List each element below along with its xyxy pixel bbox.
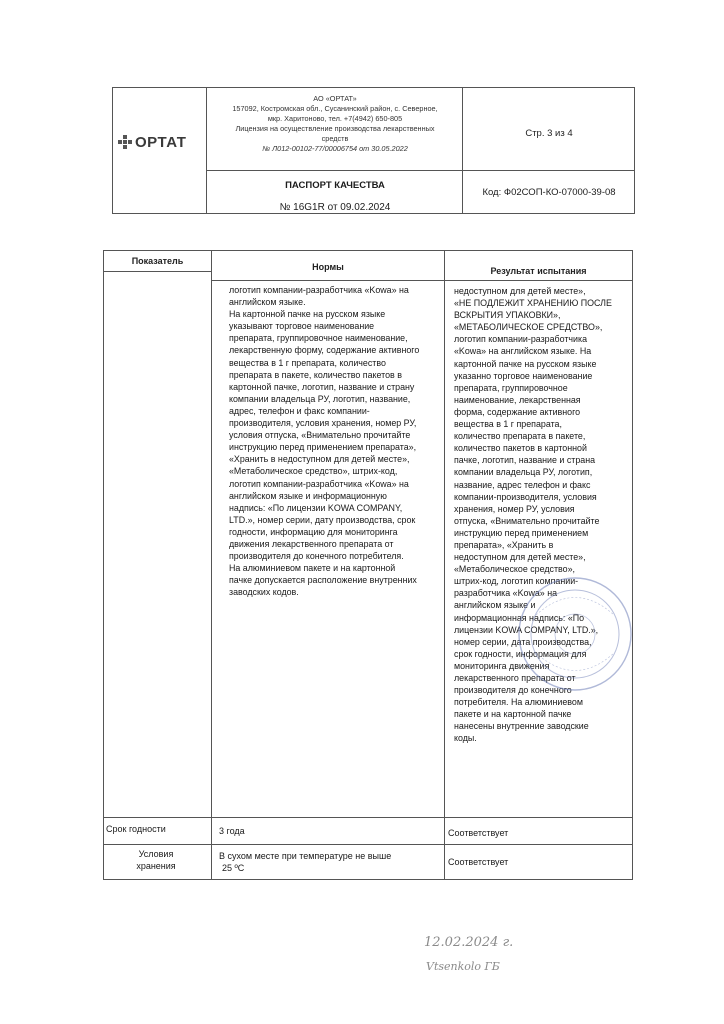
table-border — [103, 844, 633, 845]
column-header-result: Результат испытания — [490, 266, 587, 276]
company-logo — [118, 132, 204, 152]
shelf-life-norm: 3 года — [219, 826, 245, 836]
storage-label — [106, 848, 206, 872]
norms-text: логотип компании-разработчика «Kowa» на английском языке. На картонной пачке на русском языке указывают торговое наименование препарата, группировочное наименование, лекарственную форму, содержание активного вещества в 1 г препарата, количество препарата в пакете, количество пакетов в картонной пачке, логотип, название и страну компании владельца РУ, логотип, название, адрес, телефон и факс компании- производителя, условия хранения, номер РУ, условия отпуска, «Внимательно прочитайте инструкцию перед применением препарата», «Хранить в недоступном для детей месте», «Метаболическое средство», штрих-код, логотип компании-разработчика «Kowa» на английском языке и информационную надпись: «По лицензии KOWA COMPANY, LTD.», номер серии, дату производства, срок годности, информацию для мониторинга движения лекарственного препарата от производителя до конечного потребителя. На алюминиевом пакете и на картонной пачке допускается расположение внутренних заводских кодов. — [229, 285, 420, 598]
storage-norm — [219, 850, 391, 874]
handwritten-date: 12.02.2024 г. — [424, 935, 514, 950]
company-info — [209, 94, 461, 154]
ortat-logo-icon — [118, 135, 132, 149]
company-line: средств — [321, 134, 349, 143]
storage-label-line: хранения — [136, 861, 176, 871]
storage-result: Соответствует — [448, 857, 509, 867]
table-border — [211, 250, 212, 879]
table-border — [103, 879, 633, 880]
company-line: АО «ОРТАТ» — [313, 94, 357, 103]
table-border — [444, 250, 445, 879]
company-line: Лицензия на осуществление производства лекарственных — [235, 124, 435, 133]
result-text: недоступном для детей месте», «НЕ ПОДЛЕЖИТ ХРАНЕНИЮ ПОСЛЕ ВСКРЫТИЯ УПАКОВКИ», «МЕТАБОЛИЧЕСКОЕ СРЕДСТВО», логотип компании-разработчика «Kowa» на английском языке. На картонной пачке на русском языке указанно торговое наименование препарата, группировочное наименование, лекарственная форма, содержание активного вещества в 1 г препарата, количество препарата в пакете, количество пакетов в картонной пачке, логотип, название и страна компании владельца РУ, логотип, название, адрес телефон и факс компании-производителя, условия хранения, номер РУ, условия отпуска, «Внимательно прочитайте инструкцию перед применением препарата», «Хранить в недоступном для детей месте», «Метаболическое средство», штрих-код, логотип компании- разработчика «Kowa» на английском языке и информационная надпись: «По лицензии KOWA COMPANY, LTD.», номер серии, дата производства, срок годности, информация для мониторинга движения лекарственного препарата от производителя до конечного потребителя. На алюминиевом пакете и на картонной пачке нанесены внутренние заводские коды. — [454, 286, 612, 744]
company-line: № Л012-00102-77/00006754 от 30.05.2022 — [262, 144, 408, 153]
table-border — [211, 280, 633, 281]
column-header-indicator: Показатель — [131, 256, 184, 266]
storage-norm-line: В сухом месте при температуре не выше — [219, 851, 392, 861]
storage-norm-line: 25 ºС — [222, 863, 245, 873]
handwritten-signature: Vtsenkolo ГБ — [426, 960, 500, 973]
shelf-life-label: Срок годности — [106, 824, 166, 834]
page-number: Стр. 3 из 4 — [525, 128, 573, 139]
table-border — [103, 271, 211, 272]
company-line: мкр. Харитоново, тел. +7(4942) 650-805 — [267, 114, 403, 123]
document-header — [112, 87, 635, 214]
table-border — [103, 817, 633, 818]
table-border — [103, 250, 633, 251]
logo-text: ОРТАТ — [135, 133, 187, 151]
storage-label-line: Условия — [138, 849, 174, 859]
header-divider — [206, 170, 634, 171]
shelf-life-result: Соответствует — [448, 828, 509, 838]
company-line: 157092, Костромская обл., Сусанинский район, с. Северное, — [232, 104, 438, 113]
official-stamp-icon — [516, 575, 634, 693]
header-divider — [206, 88, 207, 213]
column-header-norms: Нормы — [312, 262, 344, 272]
table-border — [103, 250, 104, 879]
document-code: Код: Ф02СОП-КО-07000-39-08 — [482, 187, 616, 198]
document-number: № 16G1R от 09.02.2024 — [279, 202, 391, 213]
document-title: ПАСПОРТ КАЧЕСТВА — [285, 180, 385, 191]
